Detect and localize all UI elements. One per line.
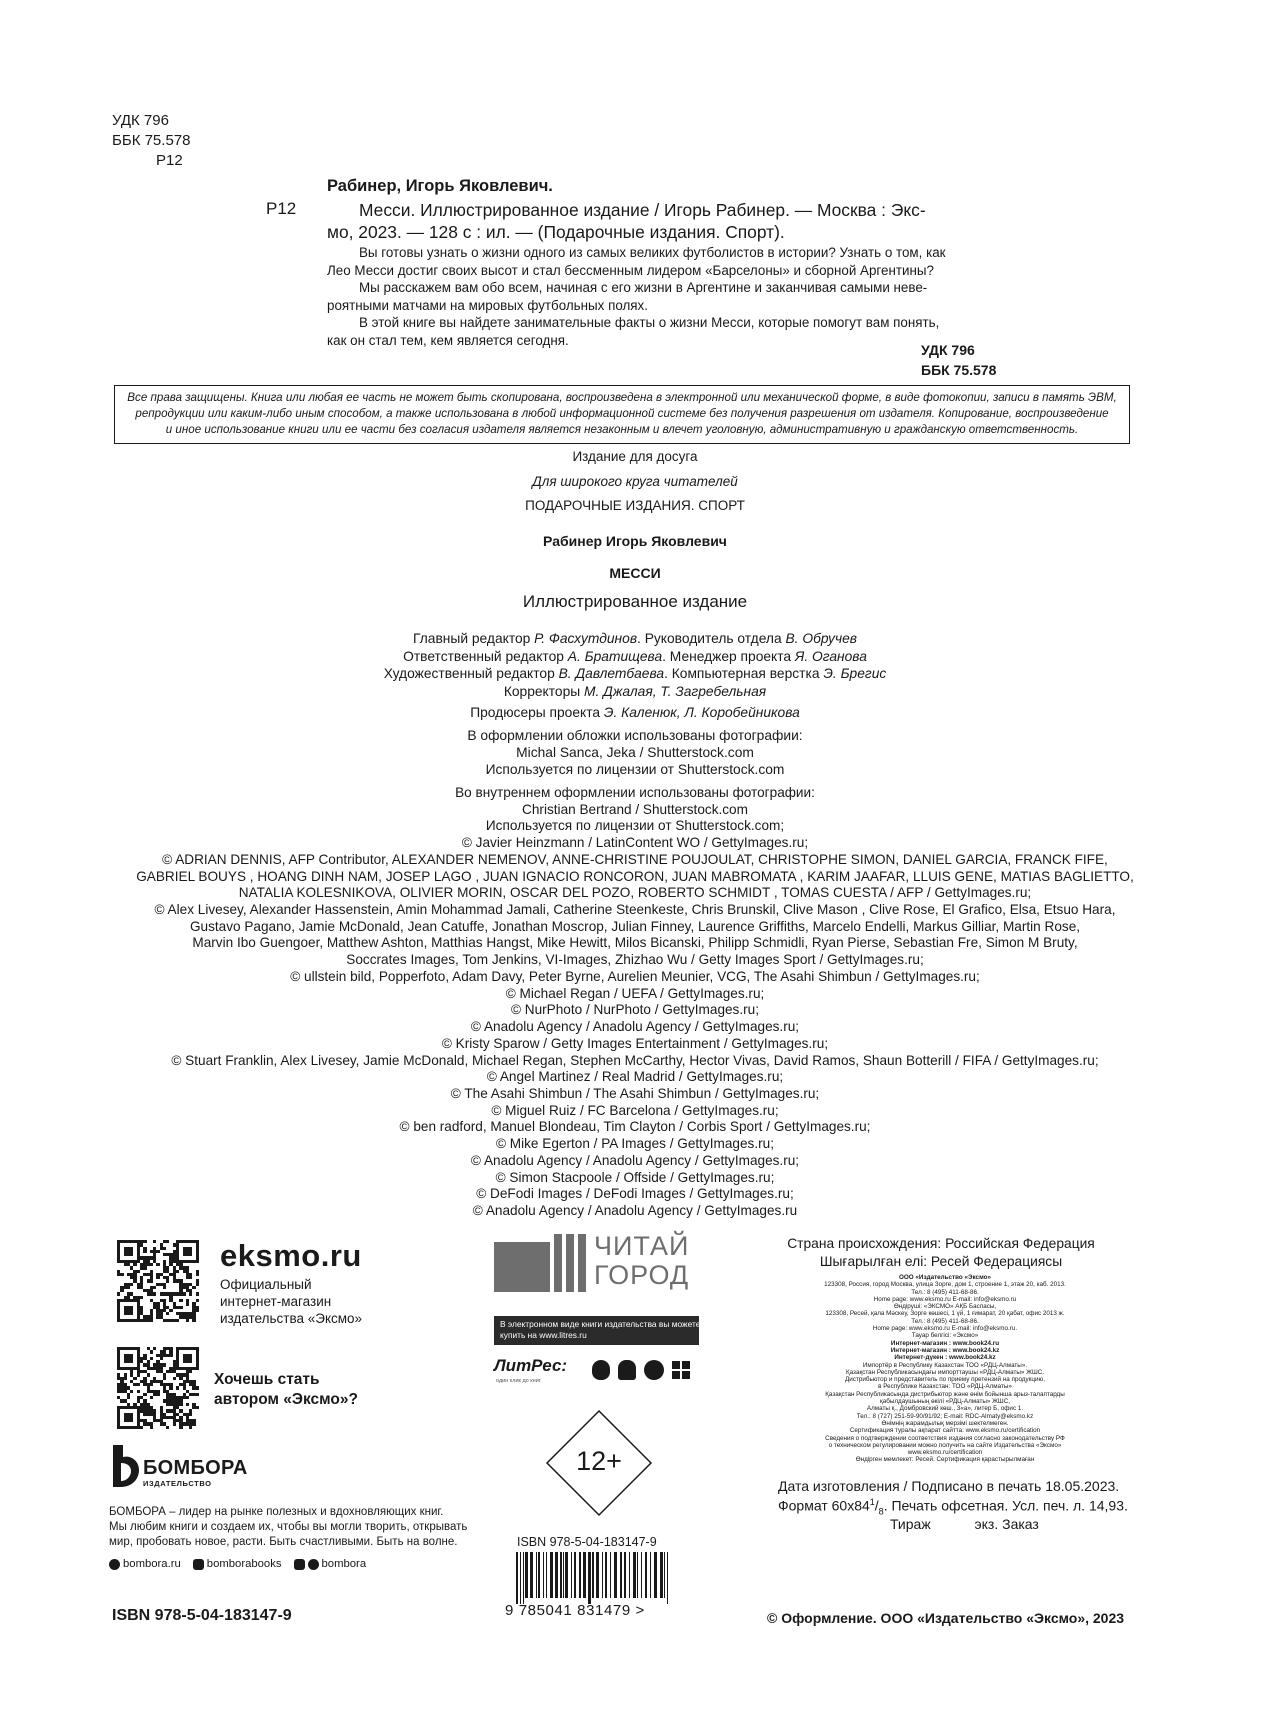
barcode-bar bbox=[574, 1552, 576, 1598]
inner-photo-credit-line: Используется по лицензии от Shutterstock.com; bbox=[485, 818, 785, 834]
credit-segment: Главный редактор bbox=[413, 631, 535, 646]
chitai-gorod-line: ГОРОД bbox=[594, 1260, 690, 1290]
eksmo-site-caption bbox=[220, 1276, 362, 1327]
barcode-bar bbox=[650, 1552, 651, 1598]
producers-line bbox=[0, 704, 1270, 722]
chitai-gorod-book-icon bbox=[494, 1234, 590, 1292]
publisher-line: Сертификация туралы ақпарат сайтта: www.eksmo.ru/certification bbox=[849, 1427, 1041, 1435]
barcode-bar bbox=[563, 1552, 564, 1598]
litres-banner-line-1: В электронном виде книги издательства вы можете bbox=[500, 1319, 701, 1329]
edition-type: Издание для досуга bbox=[572, 449, 698, 464]
annotation-line: роятными матчами на мировых футбольных полях. bbox=[327, 297, 648, 313]
author-call bbox=[214, 1370, 358, 1410]
title-line-2: мо, 2023. — 128 с : ил. — (Подарочные издания. Спорт). bbox=[327, 222, 785, 242]
inner-photo-credit-line: © Anadolu Agency / Anadolu Agency / GettyImages.ru bbox=[472, 1202, 798, 1218]
inner-photo-credit-line: © Simon Stacpoole / Offside / GettyImages.ru; bbox=[495, 1169, 775, 1185]
publisher-line: Импортёр в Республику Казахстан ТОО «РДЦ-Алматы». bbox=[862, 1361, 1028, 1369]
eksmo-qr-code[interactable] bbox=[117, 1240, 199, 1322]
bbk-code-bottom: ББК 75.578 bbox=[921, 362, 997, 378]
site-caption-line: Официальный bbox=[220, 1277, 312, 1292]
udk-code-bottom: УДК 796 bbox=[921, 342, 975, 358]
inner-photo-credit-line: GABRIEL BOUYS , HOANG DINH NAM, JOSEP LAGO , JUAN IGNACIO RONCORON, JUAN MABROMATA , KARIM JAAFAR, LLUIS GENE, MATIAS BAGLIETTO, bbox=[136, 868, 1134, 884]
barcode-bar bbox=[520, 1552, 521, 1604]
bbk-code: ББК 75.578 bbox=[112, 132, 191, 149]
age-rating-value: 12+ bbox=[576, 1446, 622, 1476]
plus-icon bbox=[294, 1559, 305, 1570]
run-label: Тираж bbox=[890, 1516, 931, 1532]
barcode-digits: 9 785041 831479 > bbox=[505, 1602, 645, 1619]
author-mark-side: Р12 bbox=[266, 199, 297, 218]
annotation bbox=[327, 244, 1017, 350]
barcode-bar bbox=[592, 1552, 594, 1598]
staff-credits bbox=[0, 630, 1270, 700]
publisher-line: Дистрибьютор и представитель по приему претензий на продукцию, bbox=[845, 1376, 1045, 1384]
credit-segment: Э. Каленюк, Л. Коробейникова bbox=[603, 705, 800, 720]
globe-icon bbox=[109, 1559, 120, 1570]
producers-credit bbox=[0, 704, 1270, 722]
barcode bbox=[510, 1552, 680, 1604]
bombora-social bbox=[109, 1558, 366, 1570]
publisher-line: Қазақстан Республикасындағы импорттаушы «РДЦ-Алматы» ЖШС. bbox=[845, 1368, 1045, 1376]
inner-photo-credit-line: © Miguel Ruiz / FC Barcelona / GettyImages.ru; bbox=[491, 1102, 779, 1118]
publisher-line: Интернет-дүкен : www.book24.kz bbox=[894, 1354, 996, 1362]
social-vk[interactable] bbox=[193, 1558, 282, 1570]
barcode-bar bbox=[633, 1552, 636, 1598]
country-of-origin-kz: Шығарылған елі: Ресей Федерациясы bbox=[819, 1254, 1063, 1269]
inner-photo-credit-line: © DeFodi Images / DeFodi Images / GettyImages.ru; bbox=[476, 1186, 794, 1202]
publisher-line: ООО «Издательство «Эксмо» bbox=[898, 1274, 991, 1281]
credit-segment: А. Братищева bbox=[567, 648, 663, 664]
author-call-line: автором «Эксмо»? bbox=[214, 1391, 358, 1408]
title-line-1: Месси. Иллюстрированное издание / Игорь Рабинер. — Москва : Экс- bbox=[359, 200, 926, 220]
inner-photo-credit-line: © Stuart Franklin, Alex Livesey, Jamie McDonald, Michael Regan, Stephen McCarthy, Hector Vivas, David Ramos, Shaun Botterill / FIFA / GettyImages.ru; bbox=[171, 1052, 1099, 1068]
barcode-bar bbox=[530, 1552, 533, 1598]
inner-photo-credit-line: © Mike Egerton / PA Images / GettyImages.ru; bbox=[496, 1136, 774, 1152]
format-prefix: Формат 60x84 bbox=[778, 1497, 870, 1514]
cover-photo-credit-line: Используется по лицензии от Shutterstock.com bbox=[485, 761, 785, 777]
bombora-subtitle: ИЗДАТЕЛЬСТВО bbox=[143, 1479, 212, 1488]
litres-banner bbox=[494, 1316, 699, 1345]
edition-subtitle: Иллюстрированное издание bbox=[522, 592, 748, 611]
credit-segment: Э. Брегис bbox=[823, 666, 887, 682]
credit-segment: В. Обручев bbox=[785, 631, 857, 646]
android-icon[interactable] bbox=[618, 1360, 636, 1380]
credit-segment: В. Давлетбаева bbox=[558, 666, 665, 682]
edition-audience: Для широкого круга читателей bbox=[532, 474, 738, 489]
publisher-line: Интернет-магазин : www.book24.ru bbox=[890, 1339, 1000, 1347]
barcode-bar bbox=[555, 1552, 558, 1598]
bibliographic-entry bbox=[327, 175, 1017, 350]
staff-credit-line bbox=[0, 665, 1270, 683]
barcode-bar bbox=[664, 1552, 665, 1598]
publisher-line: Қазақстан Республикасында дистрибьютор және өнім бойынша арыз-талаптарды bbox=[825, 1390, 1065, 1398]
credit-segment: . Компьютерная верстка bbox=[664, 666, 824, 682]
bombora-text-line: мир, пробовать новое, расти. Быть счастливыми. Быть на волне. bbox=[109, 1536, 458, 1548]
barcode-isbn: ISBN 978-5-04-183147-9 bbox=[517, 1535, 657, 1549]
publisher-line: Өндірген мемлекет: Ресей. Сертификация қарастырылмаған bbox=[855, 1456, 1035, 1464]
social-messengers-label: bombora bbox=[321, 1558, 367, 1570]
site-caption-line: интернет-магазин bbox=[220, 1294, 332, 1309]
publisher-line: Өндіруші: «ЭКСМО» АҚБ Баспасы, bbox=[893, 1303, 997, 1311]
publisher-line: Өнімнің жарамдылық мерзімі шектелмеген. bbox=[881, 1419, 1009, 1427]
windows-icon[interactable] bbox=[672, 1361, 690, 1379]
credit-segment: Я. Оганова bbox=[794, 648, 867, 664]
print-format: Формат $60x84^1/_8$. Печать офсетная. Усл. печ. л. 14,93. bbox=[778, 1497, 1128, 1517]
barcode-bar bbox=[550, 1552, 553, 1598]
inner-photo-credit-line: Marvin Ibo Guengoer, Matthew Ashton, Matthias Hangst, Mike Hewitt, Milos Bicanski, Philipp Schmidli, Ryan Pierse, Sebastian Fre, Simon M Bruty, bbox=[192, 935, 1078, 951]
publisher-line: Тел.: 8 (495) 411-68-86. bbox=[911, 1317, 979, 1325]
credit-segment: Ответственный редактор bbox=[403, 648, 568, 664]
author-call-line: Хочешь стать bbox=[214, 1371, 320, 1388]
format-denominator: 8 bbox=[878, 1506, 884, 1517]
barcode-bar bbox=[565, 1552, 568, 1598]
inner-photo-credit-line: © ADRIAN DENNIS, AFP Contributor, ALEXANDER NEMENOV, ANNE-CHRISTINE POUJOULAT, CHRISTOPHE SIMON, DANIEL GARCIA, FRANCK FIFE, bbox=[162, 851, 1108, 867]
age-rating bbox=[544, 1408, 654, 1518]
annotation-line: Мы расскажем вам обо всем, начиная с его жизни в Аргентине и заканчивая самыми неве- bbox=[359, 280, 928, 296]
annotation-line: В этой книге вы найдете занимательные факты о жизни Месси, которые помогут вам понять, bbox=[359, 315, 940, 331]
barcode-bar bbox=[629, 1552, 630, 1598]
credit-segment: . Руководитель отдела bbox=[637, 631, 786, 646]
bombora-text-line: Мы любим книги и создаем их, чтобы вы могли творить, открывать bbox=[109, 1521, 468, 1533]
publisher-info bbox=[760, 1274, 1130, 1464]
credit-segment: Р. Фасхутдинов bbox=[534, 631, 638, 646]
credit-segment: Корректоры bbox=[503, 683, 584, 699]
chitai-gorod-line: ЧИТАЙ bbox=[594, 1231, 690, 1261]
barcode-bar bbox=[637, 1552, 638, 1598]
inner-photo-credit-line: © ben radford, Manuel Blondeau, Tim Clayton / Corbis Sport / GettyImages.ru; bbox=[399, 1119, 871, 1135]
barcode-bar bbox=[579, 1552, 581, 1598]
social-messengers[interactable] bbox=[294, 1558, 367, 1570]
publisher-line: Home page: www.eksmo.ru E-mail: info@eksmo.ru bbox=[873, 1295, 1017, 1303]
rights-line: репродукции или каким-либо иным способом, а также использована в любой информационной системе без получения разрешения от издателя. Копирование, воспроизведение bbox=[135, 407, 1109, 421]
edition-author: Рабинер Игорь Яковлевич bbox=[543, 533, 727, 549]
inner-photo-credit-line: © Anadolu Agency / Anadolu Agency / GettyImages.ru; bbox=[470, 1019, 800, 1035]
inner-photo-credit-line: © ullstein bild, Popperfoto, Adam Davy, Peter Byrne, Aurelien Meunier, VCG, The Asahi Shimbun / GettyImages.ru; bbox=[290, 968, 980, 984]
author-qr-code[interactable] bbox=[117, 1347, 199, 1429]
credit-segment: М. Джалая, Т. Загребельная bbox=[584, 683, 767, 699]
inner-photo-credits bbox=[0, 785, 1270, 1220]
credit-segment: Продюсеры проекта bbox=[470, 705, 604, 720]
social-vk-label: bomborabooks bbox=[206, 1558, 282, 1570]
site-caption-line: издательства «Эксмо» bbox=[220, 1311, 363, 1326]
staff-credit-line bbox=[0, 683, 1270, 701]
chitai-gorod-logo bbox=[494, 1231, 709, 1292]
bombora-text-line: БОМБОРА – лидер на рынке полезных и вдохновляющих книг. bbox=[109, 1506, 444, 1518]
barcode-bar bbox=[624, 1552, 626, 1598]
litres-logo[interactable]: ЛитРес: bbox=[494, 1356, 568, 1375]
udk-bottom-block bbox=[921, 340, 996, 380]
barcode-bar bbox=[614, 1552, 617, 1598]
udk-code: УДК 796 bbox=[112, 112, 169, 129]
inner-photo-credit-line: NATALIA KOLESNIKOVA, OLIVIER MORIN, OSCAR DEL POZO, ROBERTO SCHMIDT , TOMAS CUESTA / AFP / GettyImages.ru; bbox=[238, 885, 1032, 901]
annotation-line: Вы готовы узнать о жизни одного из самых великих футболистов в истории? Узнать о том, как bbox=[359, 245, 946, 260]
publisher-line: Home page: www.eksmo.ru E-mail: info@eksmo.ru. bbox=[872, 1325, 1018, 1333]
bombora-wordmark: БОМБОРА bbox=[143, 1457, 248, 1479]
barcode-bar bbox=[667, 1552, 668, 1604]
barcode-bar bbox=[546, 1552, 547, 1598]
inner-photo-credit-line: © Kristy Sparow / Getty Images Entertainment / GettyImages.ru; bbox=[441, 1035, 829, 1051]
inner-photo-credit-line: Christian Bertrand / Shutterstock.com bbox=[522, 801, 748, 817]
inner-photo-credit-line: © Anadolu Agency / Anadolu Agency / GettyImages.ru; bbox=[470, 1152, 800, 1168]
publisher-line: Тауар белгісі: «Эксмо» bbox=[911, 1332, 979, 1340]
credit-segment: Художественный редактор bbox=[383, 666, 559, 682]
publisher-line: www.eksmo.ru/certification bbox=[907, 1449, 983, 1457]
edition-title: МЕССИ bbox=[609, 565, 661, 581]
cover-photo-credit-line: Michal Sanca, Jeka / Shutterstock.com bbox=[516, 744, 754, 760]
chitai-gorod-wordmark bbox=[594, 1232, 689, 1290]
print-date: Дата изготовления / Подписано в печать 18.05.2023. bbox=[778, 1478, 1120, 1494]
bombora-logo bbox=[109, 1443, 249, 1493]
barcode-bar bbox=[610, 1552, 611, 1598]
bombora-description bbox=[109, 1505, 467, 1550]
annotation-line: Лео Месси достиг своих высот и стал бессменным лидером «Барселоны» и сборной Аргентины? bbox=[327, 262, 934, 278]
inner-photo-credit-line: Во внутреннем оформлении использованы фотографии: bbox=[455, 785, 815, 800]
barcode-bar bbox=[654, 1552, 657, 1598]
publisher-line: 123308, Россия, город Москва, улица Зорге, дом 1, строение 1, этаж 20, каб. 2013. bbox=[824, 1281, 1066, 1289]
eksmo-site[interactable]: eksmo.ru bbox=[220, 1238, 362, 1273]
publisher-line: Тел.: 8 (727) 251-59-90/91/92; E-mail: RDC-Almaty@eksmo.kz bbox=[856, 1412, 1034, 1420]
country-of-origin: Страна происхождения: Российская Федерация bbox=[787, 1236, 1095, 1251]
barcode-bar bbox=[523, 1552, 524, 1604]
print-run bbox=[890, 1516, 1039, 1532]
litres-tagline: один клик до книг bbox=[496, 1378, 541, 1384]
isbn-main: ISBN 978-5-04-183147-9 bbox=[112, 1607, 292, 1624]
barcode-bar bbox=[543, 1552, 544, 1598]
barcode-bar bbox=[620, 1552, 622, 1598]
barcode-bar bbox=[641, 1552, 642, 1598]
inner-photo-credit-line: © Michael Regan / UEFA / GettyImages.ru; bbox=[505, 985, 765, 1001]
inner-photo-credit-line: Gustavo Pagano, Jamie McDonald, Jean Catuffe, Jonathan Moscrop, Julian Finney, Laurence Griffiths, Marcelo Endelli, Markus Gilliar, Martin Rose, bbox=[189, 918, 1081, 934]
barcode-bar bbox=[538, 1552, 540, 1598]
apple-icon[interactable] bbox=[592, 1360, 610, 1380]
rights-text bbox=[123, 390, 1121, 439]
litres-banner-line-2: купить на www.litres.ru bbox=[500, 1329, 587, 1340]
annotation-line: как он стал тем, кем является сегодня. bbox=[327, 332, 569, 348]
inner-photo-credit-line: © Javier Heinzmann / LatinContent WO / GettyImages.ru; bbox=[461, 835, 809, 851]
edition-series: ПОДАРОЧНЫЕ ИЗДАНИЯ. СПОРТ bbox=[525, 498, 745, 513]
vk-icon bbox=[193, 1559, 204, 1570]
author-heading: Рабинер, Игорь Яковлевич. bbox=[327, 177, 553, 195]
barcode-bar bbox=[516, 1552, 518, 1604]
barcode-bar bbox=[596, 1552, 599, 1598]
rights-line: и иное использование книги или ее части без согласия издателя является незаконным и влечет уголовную, административную и гражданскую ответственность. bbox=[165, 423, 1079, 437]
barcode-bar bbox=[560, 1552, 562, 1598]
social-site[interactable] bbox=[109, 1558, 181, 1570]
format-suffix: . Печать офсетная. Усл. печ. л. 14,93. bbox=[883, 1497, 1128, 1514]
barcode-bar bbox=[571, 1552, 572, 1598]
publisher-line: қабылдаушының өкілі «РДЦ-Алматы» ЖШС, bbox=[879, 1398, 1010, 1406]
social-site-label: bombora.ru bbox=[123, 1558, 181, 1570]
inner-photo-credit-line: © Angel Martinez / Real Madrid / GettyImages.ru; bbox=[486, 1069, 784, 1085]
platform-icons bbox=[592, 1360, 690, 1380]
publisher-line: в Республике Казахстан: ТОО «РДЦ-Алматы» bbox=[878, 1383, 1012, 1391]
barcode-bar bbox=[583, 1552, 586, 1598]
copyright: © Оформление. ООО «Издательство «Эксмо», 2023 bbox=[767, 1610, 1125, 1626]
publisher-line: о техническом регулировании можно получить на сайте Издательства «Эксмо» bbox=[828, 1441, 1062, 1449]
format-numerator: 1 bbox=[869, 1497, 875, 1507]
barcode-bar bbox=[602, 1552, 603, 1598]
bombora-wave-icon bbox=[109, 1443, 143, 1489]
publisher-line: Интернет-магазин : www.book24.kz bbox=[890, 1346, 1000, 1354]
barcode-bar bbox=[525, 1552, 528, 1598]
inner-photo-credit-line: © Alex Livesey, Alexander Hassenstein, Amin Mohammad Jamali, Catherine Steenkeste, Chris Brunskil, Clive Mason , Clive Rose, El Grafico, Elsa, Etsuo Hara, bbox=[154, 902, 1116, 918]
barcode-bar bbox=[536, 1552, 537, 1598]
publisher-line: Сведения о подтверждении соответствия издания согласно законодательству РФ bbox=[825, 1434, 1065, 1442]
staff-credit-line bbox=[0, 630, 1270, 648]
cover-photo-credit-line: В оформлении обложки использованы фотографии: bbox=[467, 728, 803, 743]
windows-phone-icon[interactable] bbox=[644, 1360, 664, 1380]
barcode-bar bbox=[605, 1552, 607, 1598]
order-label: экз. Заказ bbox=[974, 1516, 1039, 1532]
telegram-icon bbox=[308, 1559, 319, 1570]
staff-credit-line bbox=[0, 648, 1270, 666]
publisher-line: Алматы қ., Домбровский көш., 3«а», литер Б, офис 1. bbox=[866, 1405, 1024, 1413]
cover-photo-credits bbox=[0, 728, 1270, 778]
inner-photo-credit-line: © The Asahi Shimbun / The Asahi Shimbun / GettyImages.ru; bbox=[450, 1085, 820, 1101]
publisher-line: 123308, Ресей, қала Мәскеу, Зорге көшесі, 1 үй, 1 ғимарат, 20 қабат, офис 2013 ж. bbox=[825, 1310, 1065, 1318]
publisher-line: Тел.: 8 (495) 411-68-86. bbox=[911, 1288, 979, 1296]
barcode-bar bbox=[645, 1552, 647, 1598]
inner-photo-credit-line: Soccrates Images, Tom Jenkins, VI-Images, Zhizhao Wu / Getty Images Sport / GettyImages.ru; bbox=[346, 952, 924, 968]
author-mark: Р12 bbox=[156, 152, 183, 169]
rights-line: Все права защищены. Книга или любая ее часть не может быть скопирована, воспроизведена в электронной или механической форме, в виде фотокопии, записи в память ЭВМ, bbox=[127, 391, 1117, 404]
barcode-bar bbox=[660, 1552, 663, 1598]
credit-segment: . Менеджер проекта bbox=[662, 648, 795, 664]
rights-notice bbox=[114, 385, 1130, 444]
barcode-bar bbox=[588, 1552, 591, 1604]
inner-photo-credit-line: © NurPhoto / NurPhoto / GettyImages.ru; bbox=[510, 1002, 759, 1018]
